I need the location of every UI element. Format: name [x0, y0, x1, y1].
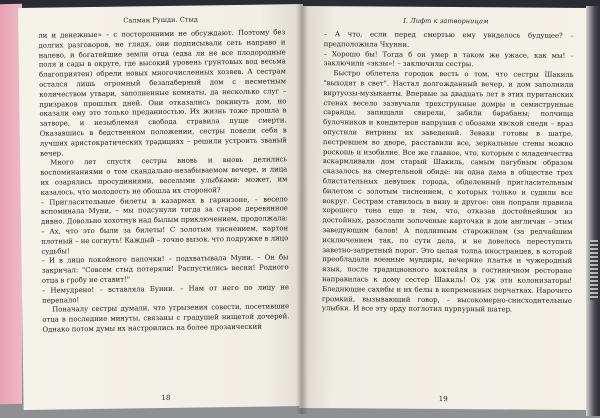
paragraph: Много лет спустя сестры вновь и вновь делились воспоминаниями о том скандально-незабываемом вечере, и лица их озарялись просудиниями, веселыми улыбками: может, им казалось, что молодость не обошла их стороной?	[40, 155, 288, 197]
paragraph: – Хорошо бы! Тогда б он умер в таком же ужасе, как мы! – заключили «экзы»! – заключили сестры.	[323, 49, 574, 69]
left-running-head: Салман Рушди. Стыд	[123, 15, 199, 25]
paragraph: Быстро облетела городок весть о том, что сестры Шакиль "выходят в свет". Настал долгожданный вечер, и дом заполнили виртуозы-музыканты. Впервые за двадцать лет в этих пуританских стенах весело зазвучали трехструнные домры и семиструнные саранды, запищали свирели, забили барабаны; полчища булочников и кондитеров напрунив с обозами явской снеди – враз опустили витрины их заведений. Зеваки готовы в шатре, пестревшем во дворе, расставили все, зеркальные стены можно роскошь и изобилие. Все же главное, что, которым с младенчества вскармливали дом старый Шакиль, самым пагубным образом сказалось на смертельной обиде: ни одна дама в обществе трех блистательных девушек города, обделенный пригласительным билетом с золотым тиснением, с которых только и судили все вокруг. Сестрам ставилось в вину и другое: они попрали правила хорошего тона еще и тем, что, отказав достойнейшим из достойных, разослали золоченые карточки в дом англичан – этим заведующим балов! А подлинным старожилам (за редчайшим исключением так, по сути дела, и не довелось переступить заветно-запретный порог. Это целая толпа иностранцев, в которой преобладали военные мундиры, вечерние платья и чужеродный язык, после традиционного коктейля в гостиничном ресторане направилась к дому сестер Шакиль! Ох уж эти колонизаторы! Бледнющие сахибы и их белы в непременных перчатках. Нарочито громкий, вызывающий говор, – высокомерно-снисходительные улыбки. И все эту орду поглотил пурпурный шатер.	[321, 69, 574, 314]
paragraph: ли и денежные» – с посторонними не обсуждают. Поэтому без долгих разговоров, не глядя, они подписывали сеть направо и налево, и богатейшие земли отца (едва ли не все плодородные поля и сады в округе, где высокий уровень грунтовых вод весьма благоприятен) обрели новых многочисленных хозяев. А сестрам остался лишь огромный безалаберный дом с несметным количеством утвари, заполненные комнаты, да несколько слуг – призраков прошлых дней. Они отказались покинуть дом, но оказали ему это только преданностью. Их жизнь тоже прошла в затворе, и незыблемая свобода стравила пуще смерти. Оказавшись в бедственном положении, сестры повели себя в лучших аристократических традициях – решили устроить званый вечер.	[38, 28, 287, 158]
paragraph: Поначалу сестры думали, что угрызения совести, посетившие отца в последние минуты, связаны с градущей нищетой дочерей. Однако потом думы их настроились на более прозаический	[42, 302, 290, 334]
right-running-head-text: I. Лифт к затворницам	[403, 16, 489, 26]
right-page-number: 19	[438, 394, 448, 404]
paragraph: – А что, если перед смертью ему увиделось будущее? – предположила Чхунни.	[323, 30, 574, 49]
paragraph: – Немудрено! – вставляла Бунни. – Нам от него по лицу не перепало!	[41, 282, 289, 305]
book-edge-right	[586, 6, 600, 416]
paragraph: – Пригласительные билеты в казармах в гарнизоне, – весело вспоминала Муни, – мы подсунули тогда за старое деревянное дивно. Довольно хохотнув над былым приключением, продолжала: – Ах, что это были за билеты! С золотым тиснением, картон плотный – не согнуть! Каждый – точно вызов, что подружке в лицо судьбы!	[40, 194, 289, 256]
left-page-number: 18	[161, 393, 171, 403]
right-running-head	[302, 16, 590, 26]
right-page-text	[300, 30, 590, 316]
barcode-strip	[590, 240, 598, 300]
book-gutter-shadow	[296, 4, 308, 414]
right-page	[299, 6, 590, 410]
paragraph: – И в лицо покойного папочки! – подхватывала Муни. – Он бы закричал: "Совсем стыд потеряли! Распустились весни! Родного отца в гробу не ставит!"	[41, 253, 289, 285]
left-page	[18, 4, 309, 410]
left-page-text	[18, 28, 307, 336]
